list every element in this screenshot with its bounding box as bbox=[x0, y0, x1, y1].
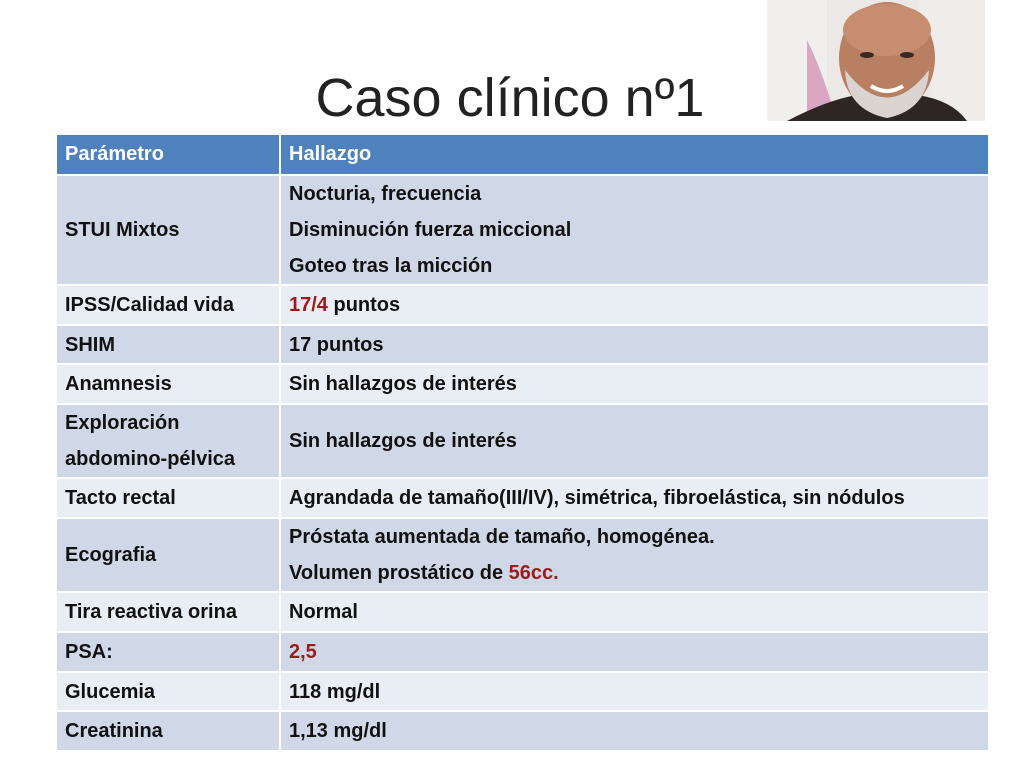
param-cell: SHIM bbox=[56, 325, 280, 364]
table-row bbox=[56, 325, 989, 364]
finding-cell bbox=[280, 175, 989, 285]
finding-line: Próstata aumentada de tamaño, homogénea. bbox=[289, 526, 715, 548]
finding-cell: 118 mg/dl bbox=[280, 672, 989, 711]
table-row bbox=[56, 672, 989, 711]
table-row bbox=[56, 711, 989, 751]
column-header-parametro: Parámetro bbox=[56, 134, 280, 175]
patient-photo bbox=[767, 0, 985, 121]
highlight-value: 17/4 bbox=[289, 294, 328, 316]
column-header-hallazgo: Hallazgo bbox=[280, 134, 989, 175]
finding-text: puntos bbox=[327, 294, 401, 316]
finding-cell: Sin hallazgos de interés bbox=[280, 364, 989, 404]
param-line: Exploración bbox=[65, 412, 180, 434]
param-cell: Ecografia bbox=[56, 518, 280, 592]
highlight-value: 2,5 bbox=[289, 641, 317, 663]
table-row bbox=[56, 478, 989, 518]
table-row bbox=[56, 175, 989, 285]
table-row bbox=[56, 364, 989, 404]
param-cell: Tacto rectal bbox=[56, 478, 280, 518]
slide-title: Caso clínico nº1 bbox=[315, 68, 705, 128]
param-cell: IPSS/Calidad vida bbox=[56, 285, 280, 325]
table-row bbox=[56, 592, 989, 632]
finding-cell bbox=[280, 285, 989, 325]
param-cell: Anamnesis bbox=[56, 364, 280, 404]
table-row bbox=[56, 518, 989, 592]
finding-line: Goteo tras la micción bbox=[289, 255, 493, 277]
table-header-row bbox=[56, 134, 989, 175]
finding-cell: 1,13 mg/dl bbox=[280, 711, 989, 751]
param-cell: Tira reactiva orina bbox=[56, 592, 280, 632]
finding-cell: Agrandada de tamaño(III/IV), simétrica, fibroelástica, sin nódulos bbox=[280, 478, 989, 518]
param-cell: STUI Mixtos bbox=[56, 175, 280, 285]
findings-table bbox=[55, 133, 990, 752]
finding-cell: Sin hallazgos de interés bbox=[280, 404, 989, 478]
param-cell: Glucemia bbox=[56, 672, 280, 711]
finding-text: Volumen prostático de bbox=[289, 562, 509, 584]
finding-line: Nocturia, frecuencia bbox=[289, 183, 482, 205]
finding-cell: Normal bbox=[280, 592, 989, 632]
finding-line: Disminución fuerza miccional bbox=[289, 219, 572, 241]
param-line: abdomino-pélvica bbox=[65, 448, 236, 470]
param-cell bbox=[56, 404, 280, 478]
param-cell: Creatinina bbox=[56, 711, 280, 751]
table-row bbox=[56, 404, 989, 478]
finding-cell bbox=[280, 632, 989, 672]
finding-cell bbox=[280, 518, 989, 592]
portrait-image bbox=[767, 0, 985, 121]
finding-cell: 17 puntos bbox=[280, 325, 989, 364]
param-cell: PSA: bbox=[56, 632, 280, 672]
highlight-value: 56cc. bbox=[508, 562, 559, 584]
table-row bbox=[56, 285, 989, 325]
finding-line bbox=[289, 555, 980, 591]
table-row bbox=[56, 632, 989, 672]
